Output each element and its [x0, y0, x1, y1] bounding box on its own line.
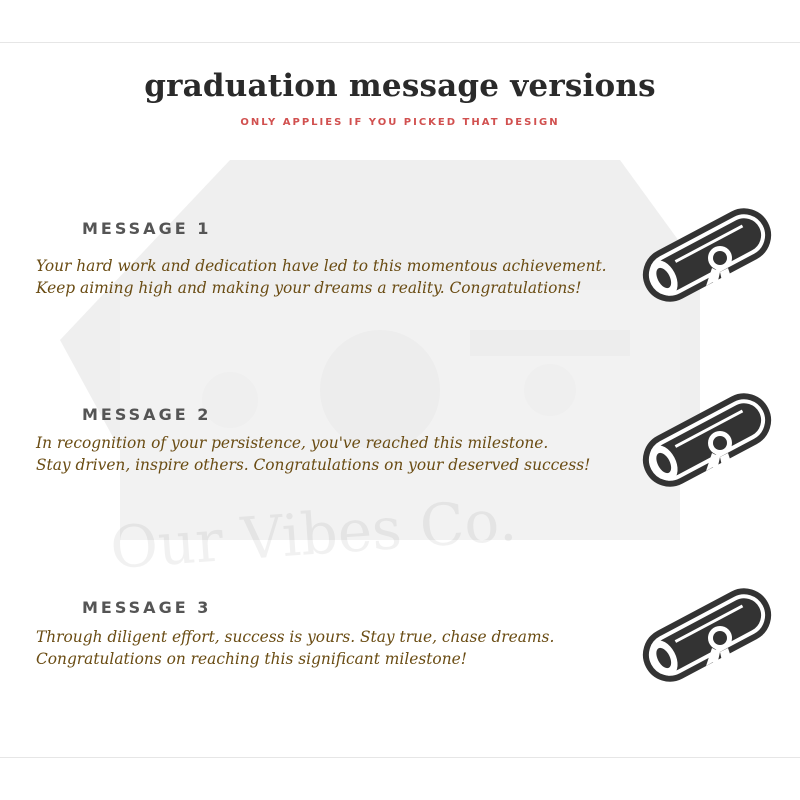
page-title: graduation message versions	[144, 68, 656, 104]
message-text	[36, 626, 636, 670]
diploma-scroll-icon	[632, 580, 782, 690]
background-watermark-text: Our Vibes Co.	[108, 485, 519, 583]
message-line: Stay driven, inspire others. Congratulations on your deserved success!	[36, 456, 591, 474]
message-line: Through diligent effort, success is yours. Stay true, chase dreams.	[36, 628, 555, 646]
message-heading: MESSAGE 2	[82, 405, 212, 424]
bottom-divider	[0, 757, 800, 758]
diploma-scroll-icon	[632, 385, 782, 495]
message-line: Your hard work and dedication have led to this momentous achievement.	[36, 257, 607, 275]
message-heading: MESSAGE 1	[82, 219, 212, 238]
message-line: Congratulations on reaching this significant milestone!	[36, 650, 467, 668]
top-divider	[0, 42, 800, 43]
message-text	[36, 255, 636, 299]
page-subtitle: ONLY APPLIES IF YOU PICKED THAT DESIGN	[240, 117, 560, 128]
diploma-scroll-icon	[632, 200, 782, 310]
message-heading: MESSAGE 3	[82, 598, 212, 617]
message-text	[36, 432, 636, 476]
message-line: In recognition of your persistence, you've reached this milestone.	[36, 434, 549, 452]
message-line: Keep aiming high and making your dreams a reality. Congratulations!	[36, 279, 582, 297]
